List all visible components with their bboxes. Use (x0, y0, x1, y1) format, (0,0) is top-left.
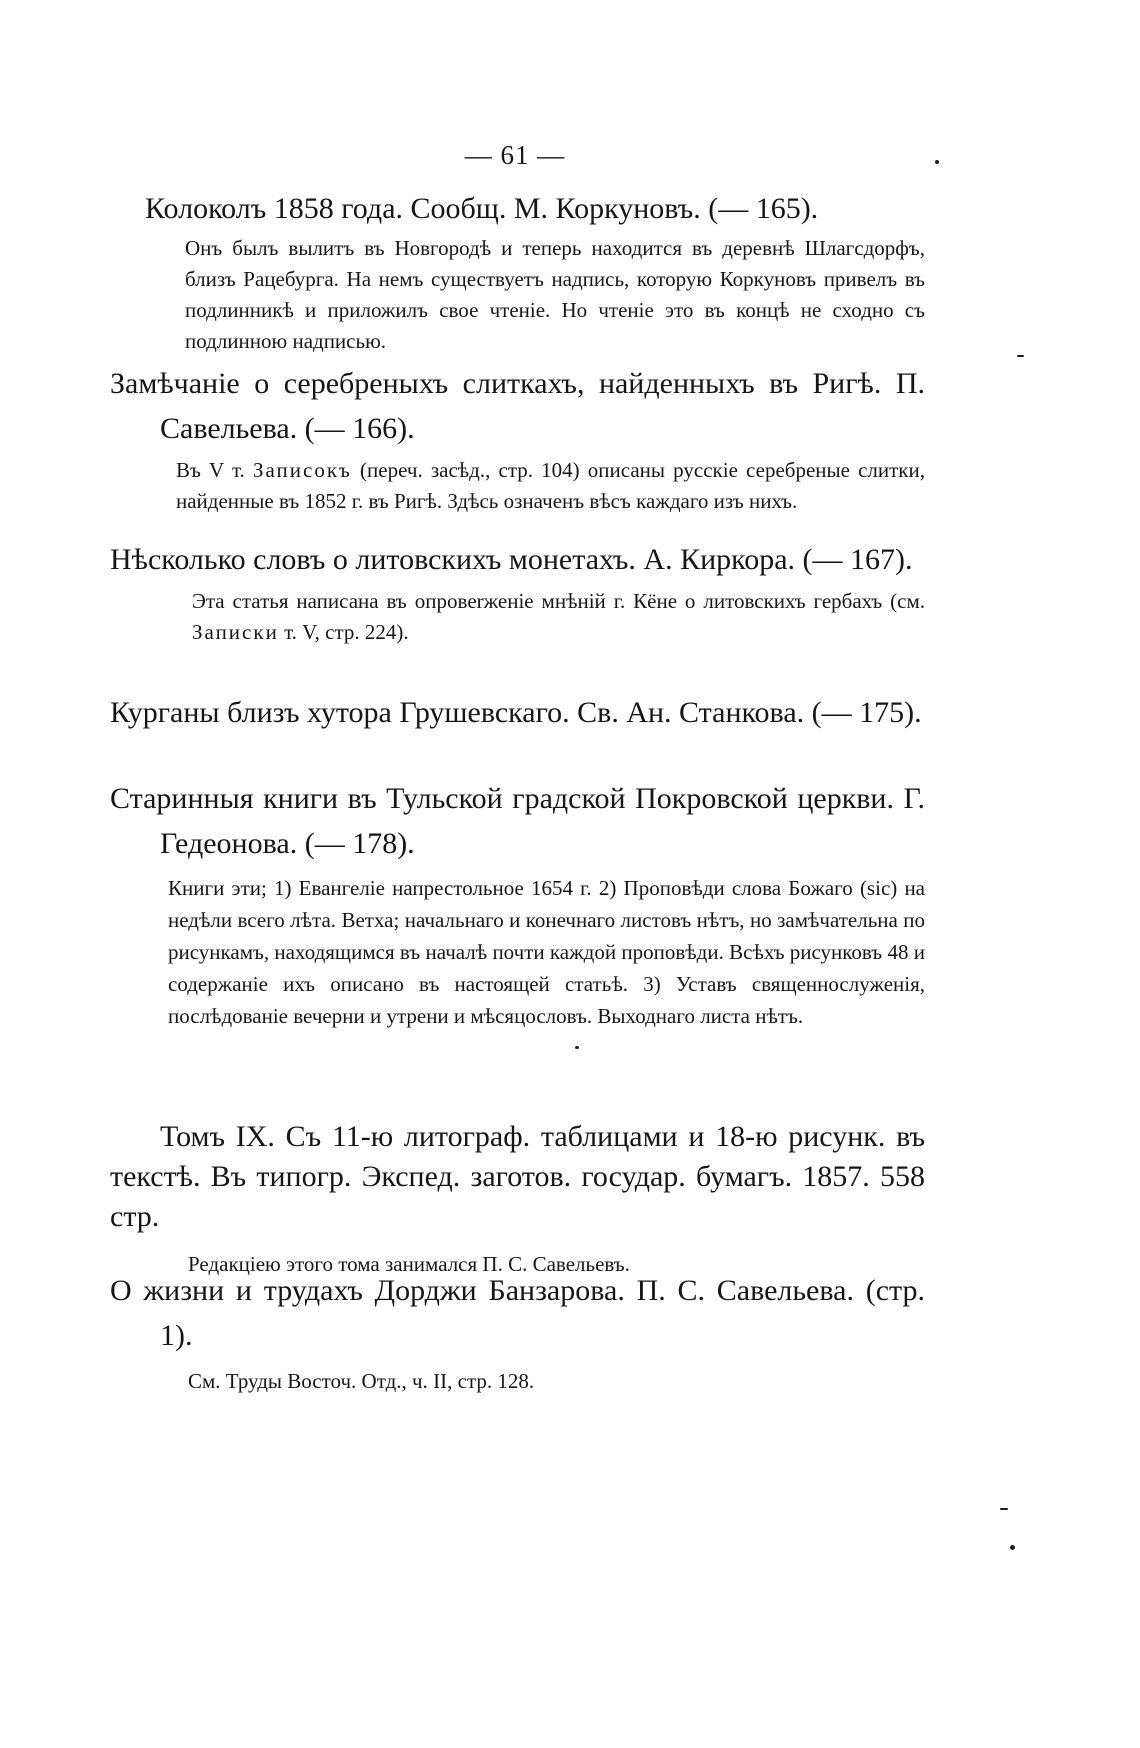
entry-heading: Замѣчаніе о серебреныхъ слиткахъ, найденныхъ въ Ригѣ. П. Савельева. (— 166). (110, 367, 925, 445)
entry-kurgany (110, 690, 925, 735)
entry-slitki (110, 361, 925, 517)
volume-section (110, 1117, 925, 1280)
note-spaced-title: Записки (192, 620, 279, 644)
entry-note: Книги эти; 1) Евангеліе напрестольное 1654 г. 2) Проповѣди слова Божаго (sic) на недѣли всего лѣта. Ветха; начальнаго и конечнаго листовъ нѣтъ, но замѣчательна по рисункамъ, находящимся въ началѣ почти каждой проповѣди. Всѣхъ рисунковъ 48 и содержаніе ихъ описано въ настоящей статьѣ. 3) Уставъ священнослуженія, послѣдованіе вечерни и утрени и мѣсяцословъ. Выходнаго листа нѣтъ. (168, 876, 925, 1028)
entry-note (110, 586, 925, 648)
entry-note: См. Труды Восточ. Отд., ч. II, стр. 128. (188, 1369, 535, 1393)
entry-heading: Колоколъ 1858 года. Сообщ. М. Коркуновъ. (— 165). (145, 192, 819, 225)
entry-heading: О жизни и трудахъ Дорджи Банзарова. П. С. Савельева. (стр. 1). (110, 1274, 925, 1352)
volume-note: Редакціею этого тома занимался П. С. Савельевъ. (188, 1252, 630, 1276)
page-number: — 61 — (464, 140, 566, 170)
note-rest: т. V, стр. 224). (278, 620, 409, 644)
scan-speck (1010, 1545, 1015, 1550)
entry-note: Онъ былъ вылитъ въ Новгородѣ и теперь находится въ деревнѣ Шлагсдорфъ, близъ Рацебурга. На немъ существуетъ надпись, которую Коркуновъ привелъ въ подлинникѣ и приложилъ свое чтеніе. Но чтеніе это въ концѣ не сходно съ подлинною надписью. (185, 236, 925, 353)
entry-heading: Нѣсколько словъ о литовскихъ монетахъ. А. Киркора. (— 167). (110, 543, 913, 576)
note-prefix: Эта статья написана въ опровerженіе мнѣній г. Кёне о литовскихъ гербахъ (см. (192, 589, 925, 613)
scan-speck (575, 1046, 579, 1049)
entry-note (110, 455, 925, 517)
note-spaced-title: Записокъ (252, 458, 352, 482)
scan-speck (1017, 355, 1024, 357)
entry-kolokol (110, 186, 925, 357)
note-rest: (переч. засѣд., стр. 104) описаны русскіе серебреные слитки, найденные въ 1852 г. въ Ригѣ. Здѣсь означенъ вѣсъ каждаго изъ нихъ. (176, 458, 925, 513)
entry-heading: Курганы близъ хутора Грушевскаго. Св. Ан. Станкова. (— 175). (110, 696, 922, 729)
scan-speck (935, 160, 939, 164)
entry-knigi (110, 776, 925, 1032)
volume-title: Томъ IX. Съ 11-ю литограф. таблицами и 18-ю рисунк. въ текстѣ. Въ типогр. Экспед. заготов. государ. бумагъ. 1857. 558 стр. (110, 1120, 925, 1233)
entry-banzarov (110, 1268, 925, 1397)
entry-monety (110, 537, 925, 648)
scan-speck (1000, 1508, 1008, 1510)
note-prefix: Въ V т. (176, 458, 253, 482)
entry-heading: Старинныя книги въ Тульской градской Покровской церкви. Г. Гедеонова. (— 178). (110, 782, 925, 860)
